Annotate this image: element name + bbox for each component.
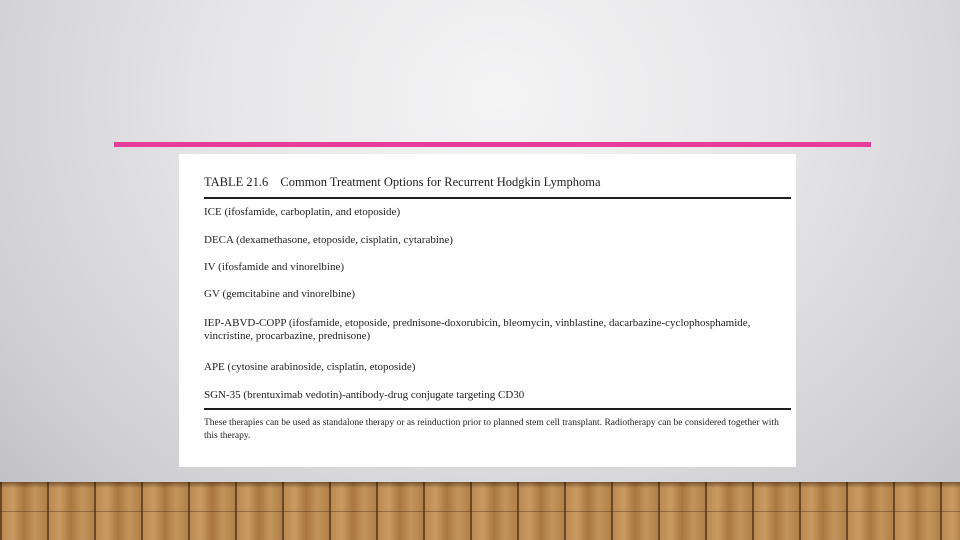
treatment-table-image bbox=[179, 154, 796, 467]
table-row: ICE (ifosfamide, carboplatin, and etoposide) bbox=[204, 206, 401, 218]
table-number: TABLE 21.6 bbox=[204, 175, 269, 189]
table-row: APE (cytosine arabinoside, cisplatin, etoposide) bbox=[204, 361, 416, 373]
table-title: Common Treatment Options for Recurrent Hodgkin Lymphoma bbox=[280, 175, 601, 189]
table-row: SGN-35 (brentuximab vedotin)-antibody-drug conjugate targeting CD30 bbox=[204, 389, 525, 401]
table-bottom-rule bbox=[204, 408, 791, 410]
table-row: IEP-ABVD-COPP (ifosfamide, etoposide, prednisone-doxorubicin, bleomycin, vinblastine, dacarbazine-cyclophosphamide, vincristine, procarbazine, prednisone) bbox=[204, 317, 751, 342]
table-caption bbox=[204, 175, 601, 190]
table-footnote: These therapies can be used as standalone therapy or as reinduction prior to planned stem cell transplant. Radiotherapy can be considered together with this therapy. bbox=[204, 418, 779, 441]
accent-divider-line bbox=[114, 142, 871, 147]
table-row: IV (ifosfamide and vinorelbine) bbox=[204, 261, 345, 273]
table-row: DECA (dexamethasone, etoposide, cisplatin, cytarabine) bbox=[204, 234, 453, 246]
table-row: GV (gemcitabine and vinorelbine) bbox=[204, 288, 355, 300]
table-top-rule bbox=[204, 197, 791, 199]
wood-floor bbox=[0, 482, 960, 540]
